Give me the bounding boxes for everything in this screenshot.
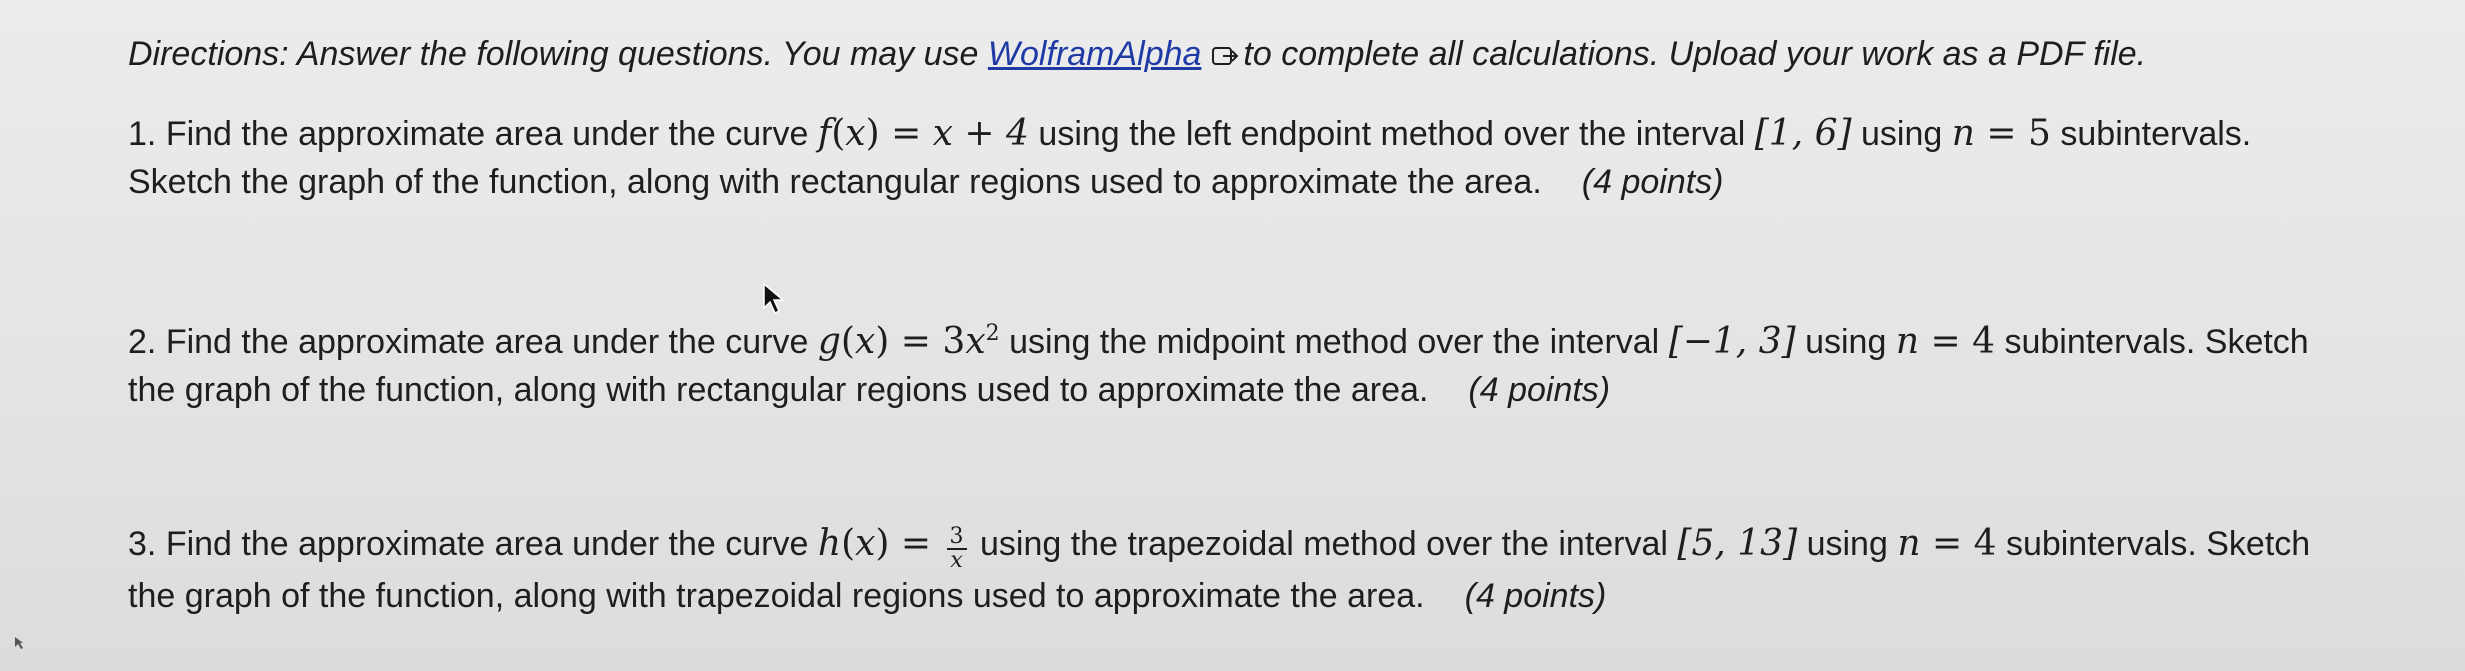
pointer-mark-icon — [14, 636, 24, 650]
function-expression: $g(x) = 3x^2$ — [817, 321, 1000, 362]
interval: [−1, 3] — [1668, 321, 1796, 362]
directions-text — [128, 30, 2146, 78]
question-number: 1. — [128, 115, 157, 153]
interval: [5, 13] — [1677, 523, 1798, 564]
subinterval-count: n = 4 — [1897, 523, 1997, 564]
question-intro: Find the approximate area under the curve — [165, 323, 809, 361]
interval: [1, 6] — [1754, 113, 1852, 154]
question-2 — [128, 310, 2348, 414]
using-text: using — [1805, 323, 1887, 361]
subinterval-count: n = 4 — [1895, 321, 1995, 362]
subinterval-count: n = 5 — [1951, 113, 2051, 154]
method-text: using the midpoint method over the interval — [1009, 323, 1660, 361]
external-link-icon[interactable] — [1211, 44, 1239, 68]
mouse-pointer-icon — [762, 282, 788, 316]
using-text: using — [1806, 525, 1888, 563]
directions-after-link: to complete all calculations. Upload your work as a PDF file. — [1243, 35, 2147, 73]
method-text: using the trapezoidal method over the interval — [980, 525, 1668, 563]
question-1 — [128, 110, 2348, 206]
method-text: using the left endpoint method over the interval — [1038, 115, 1746, 153]
question-number: 2. — [128, 323, 157, 361]
wolframalpha-link[interactable]: WolframAlpha — [987, 35, 1202, 73]
points-label: (4 points) — [1581, 163, 1724, 201]
question-number: 3. — [128, 525, 157, 563]
directions-before-link: Directions: Answer the following questions. You may use — [128, 35, 988, 73]
question-intro: Find the approximate area under the curve — [165, 525, 809, 563]
function-expression: f(x) = x + 4 — [817, 113, 1029, 154]
question-intro: Find the approximate area under the curve — [165, 115, 809, 153]
function-expression: h(x) = $\frac{3}{x}$ — [818, 523, 971, 564]
question-tail: subintervals. Sketch the graph of the function, along with rectangular regions used to approximate the area. — [128, 115, 2252, 201]
using-text: using — [1861, 115, 1943, 153]
question-tail: subintervals. Sketch the graph of the function, along with rectangular regions used to approximate the area. — [128, 323, 2309, 409]
question-tail: subintervals. Sketch the graph of the function, along with trapezoidal regions used to approximate the area. — [128, 525, 2311, 615]
question-3 — [128, 520, 2348, 620]
points-label: (4 points) — [1468, 371, 1611, 409]
points-label: (4 points) — [1464, 577, 1607, 615]
